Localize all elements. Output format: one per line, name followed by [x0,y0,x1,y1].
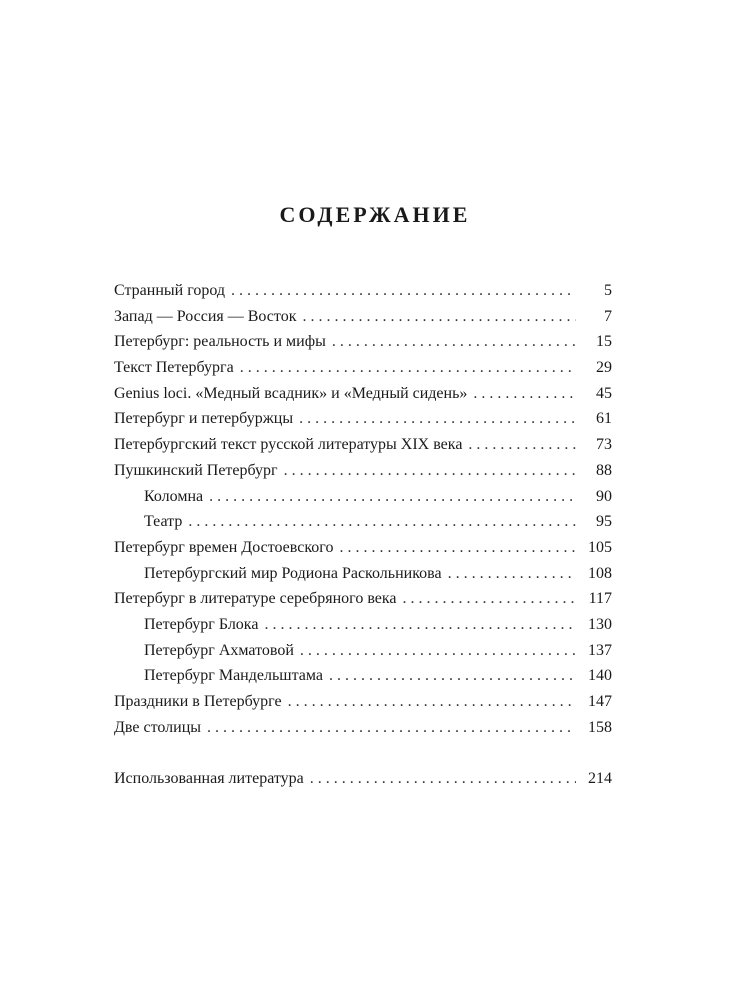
toc-dot-leader [284,458,576,484]
toc-dot-leader [209,484,576,510]
toc-page-number: 105 [588,538,612,556]
toc-page-number: 29 [596,359,612,377]
toc-page-number: 73 [596,436,612,454]
toc-subentry [114,638,612,664]
toc-page-number: 117 [588,590,612,608]
toc-subentry [114,561,612,587]
toc-entry [114,381,612,407]
toc-page-number: 140 [588,667,612,685]
toc-dot-leader [264,612,576,638]
toc-entry [114,329,612,355]
toc-entry-title: Петербургский текст русской литературы XIX века [114,436,463,454]
toc-entry-title: Петербург времен Достоевского [114,538,334,556]
toc-entry-title: Петербург Мандельштама [144,667,323,685]
toc-dot-leader [332,329,576,355]
toc-page-number: 7 [604,307,612,325]
table-of-contents [114,278,612,792]
page-title: СОДЕРЖАНИЕ [279,202,471,227]
toc-dot-leader [403,586,576,612]
toc-dot-leader [240,355,576,381]
toc-page-number: 158 [588,718,612,736]
toc-entry [114,278,612,304]
toc-dot-leader [288,689,576,715]
toc-entry [114,715,612,741]
toc-entry-title: Петербург и петербуржцы [114,410,294,428]
toc-entry-title: Петербург Блока [144,615,259,633]
toc-subentry [114,612,612,638]
toc-entry-title: Текст Петербурга [114,359,234,377]
toc-page-number: 15 [596,333,612,351]
toc-page-number: 95 [596,513,612,531]
toc-entry [114,355,612,381]
toc-dot-leader [231,278,576,304]
toc-entry-title: Запад — Россия — Восток [114,307,297,325]
toc-entry-title: Пушкинский Петербург [114,461,278,479]
toc-entry-title: Праздники в Петербурге [114,693,282,710]
toc-subentry [114,484,612,510]
toc-page-number: 45 [596,384,612,402]
toc-entry-title: Петербург в литературе серебряного века [114,590,397,608]
toc-dot-leader [329,663,576,689]
toc-entry [114,586,612,612]
toc-dot-leader [300,638,576,664]
toc-entry-title: Коломна [144,487,204,505]
toc-dot-leader [473,381,576,407]
toc-entry [114,689,612,715]
toc-entry [114,304,612,330]
toc-dot-leader [339,535,576,561]
toc-entry-title: Genius loci. «Медный всадник» и «Медный сидень» [114,384,468,402]
toc-page-number: 61 [596,410,612,428]
toc-dot-leader [207,715,576,741]
toc-entry [114,406,612,432]
toc-entry-title: Две столицы [114,718,202,736]
toc-subentry [114,663,612,689]
toc-entry-title: Петербург: реальность и мифы [114,333,326,351]
toc-entry-title: Странный город [114,282,226,299]
toc-dot-leader [468,432,576,458]
toc-entry [114,458,612,484]
toc-entry-title: Использованная литература [114,770,304,788]
toc-dot-leader [310,766,576,792]
toc-entry-title: Петербургский мир Родиона Раскольникова [144,564,442,582]
toc-dot-leader [299,406,576,432]
toc-dot-leader [302,304,576,330]
toc-entry-title: Петербург Ахматовой [144,641,294,659]
toc-dot-leader [448,561,576,587]
toc-page-number: 137 [588,641,612,659]
toc-page-number: 147 [588,693,612,710]
toc-page-number: 214 [588,770,612,788]
toc-entry-title: Театр [144,513,183,531]
toc-page-number: 88 [596,461,612,479]
toc-entry [114,432,612,458]
toc-entry [114,535,612,561]
toc-dot-leader [188,509,576,535]
toc-page-number: 90 [596,487,612,505]
toc-page-number: 5 [604,282,612,299]
toc-page-number: 130 [588,615,612,633]
toc-page-number: 108 [588,564,612,582]
toc-subentry [114,509,612,535]
toc-entry-bibliography [114,766,612,792]
